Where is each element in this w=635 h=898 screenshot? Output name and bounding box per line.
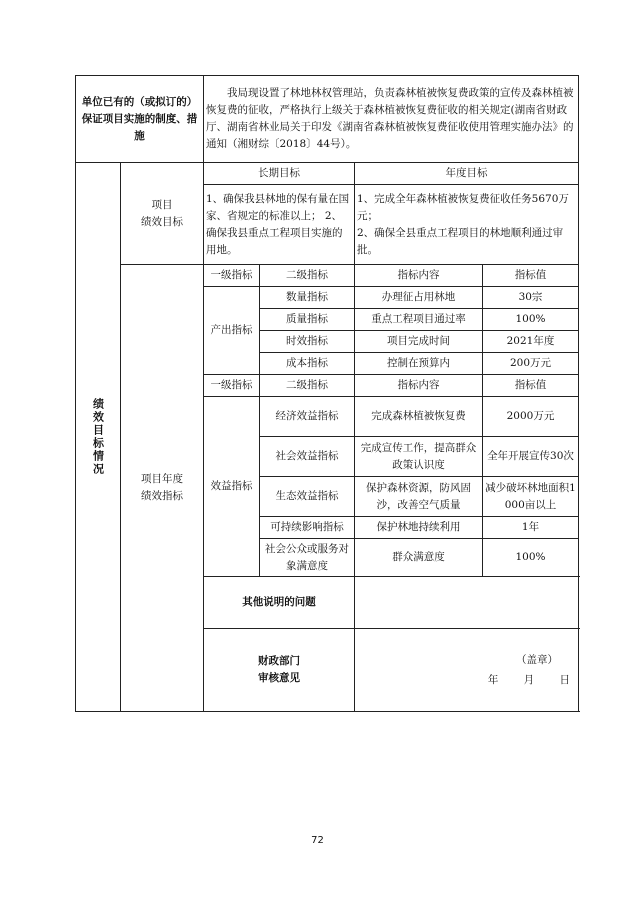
content-cell: 保护林地持续利用 bbox=[355, 517, 483, 539]
annual-header: 年度目标 bbox=[355, 163, 579, 185]
header-level1: 一级指标 bbox=[204, 375, 260, 397]
performance-section-cell bbox=[76, 163, 121, 712]
header-content: 指标内容 bbox=[355, 265, 483, 287]
header-level1: 一级指标 bbox=[204, 265, 260, 287]
level2-cell: 成本指标 bbox=[260, 353, 355, 375]
long-term-text: 1、确保我县林地的保有量在国家、省规定的标准以上； 2、确保我县重点工程项目实施的用地。 bbox=[204, 185, 355, 265]
header-value: 指标值 bbox=[483, 265, 579, 287]
stamp-text: （盖章） bbox=[516, 654, 558, 666]
value-cell: 2000万元 bbox=[483, 397, 579, 437]
level2-cell: 质量指标 bbox=[260, 309, 355, 331]
goal-header-row bbox=[76, 163, 579, 185]
level2-cell: 时效指标 bbox=[260, 331, 355, 353]
content-cell: 项目完成时间 bbox=[355, 331, 483, 353]
value-cell: 100% bbox=[483, 539, 579, 577]
annual-text: 1、完成全年森林植被恢复费征收任务5670万元； 2、确保全县重点工程项目的林地顺利通过审批。 bbox=[355, 185, 579, 265]
value-cell: 1年 bbox=[483, 517, 579, 539]
content-cell: 完成宣传工作，提高群众政策认识度 bbox=[355, 437, 483, 477]
measures-text: 我局现设置了林地林权管理站，负责森林植被恢复费政策的宣传及森林植被恢复费的征收，严格执行上级关于森林植被恢复费征收的相关规定(湖南省财政厅、湖南省林业局关于印发《湖南省森林植被恢复费征收使用管理实施办法》的通知（湘财综〔2018〕44号）。 bbox=[204, 76, 579, 163]
annual-indicator-label: 项目年度 绩效指标 bbox=[121, 265, 204, 712]
measures-label: 单位已有的（或拟订的）保证项目实施的制度、措施 bbox=[76, 76, 204, 163]
content-cell: 控制在预算内 bbox=[355, 353, 483, 375]
level2-cell: 生态效益指标 bbox=[260, 477, 355, 517]
level2-cell: 社会公众或服务对象满意度 bbox=[260, 539, 355, 577]
content-cell: 重点工程项目通过率 bbox=[355, 309, 483, 331]
other-text bbox=[355, 577, 579, 629]
level2-cell: 社会效益指标 bbox=[260, 437, 355, 477]
level2-cell: 经济效益指标 bbox=[260, 397, 355, 437]
level2-cell: 可持续影响指标 bbox=[260, 517, 355, 539]
date-text: 年 月 日 bbox=[487, 674, 570, 686]
performance-form-table bbox=[75, 75, 579, 712]
value-cell: 30宗 bbox=[483, 287, 579, 309]
audit-label: 财政部门 审核意见 bbox=[204, 629, 355, 712]
performance-section-label: 绩效目标情况 bbox=[91, 398, 105, 476]
benefit-indicator-label: 效益指标 bbox=[204, 397, 260, 577]
output-indicator-label: 产出指标 bbox=[204, 287, 260, 375]
other-label: 其他说明的问题 bbox=[204, 577, 355, 629]
value-cell: 2021年度 bbox=[483, 331, 579, 353]
measures-row bbox=[76, 76, 579, 163]
level2-cell: 数量指标 bbox=[260, 287, 355, 309]
indicator-header-row bbox=[76, 265, 579, 287]
audit-cell bbox=[355, 629, 579, 712]
project-goal-label: 项目 绩效目标 bbox=[121, 163, 204, 265]
header-level2: 二级指标 bbox=[260, 375, 355, 397]
header-value: 指标值 bbox=[483, 375, 579, 397]
content-cell: 保护森林资源，防风固沙，改善空气质量 bbox=[355, 477, 483, 517]
content-cell: 完成森林植被恢复费 bbox=[355, 397, 483, 437]
value-cell: 减少破坏林地面积1000亩以上 bbox=[483, 477, 579, 517]
header-content: 指标内容 bbox=[355, 375, 483, 397]
content-cell: 群众满意度 bbox=[355, 539, 483, 577]
long-term-header: 长期目标 bbox=[204, 163, 355, 185]
content-cell: 办理征占用林地 bbox=[355, 287, 483, 309]
header-level2: 二级指标 bbox=[260, 265, 355, 287]
page-number: 72 bbox=[311, 835, 324, 846]
value-cell: 全年开展宣传30次 bbox=[483, 437, 579, 477]
value-cell: 100% bbox=[483, 309, 579, 331]
value-cell: 200万元 bbox=[483, 353, 579, 375]
